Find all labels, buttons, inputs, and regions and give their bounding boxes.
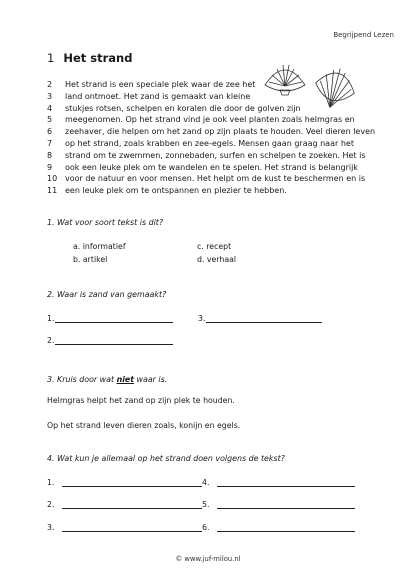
question-2: 2. Waar is zand van gemaakt? [47,290,167,299]
statement-1[interactable]: Helmgras helpt het zand op zijn plek te houden. [47,396,235,405]
answer-line-2[interactable]: 2. [47,335,173,345]
text-line: 2 Het strand is een speciale plek waar de zee het [47,80,256,89]
statement-2[interactable]: Op het strand leven dieren zoals, konijn en egels. [47,421,241,430]
option-d[interactable]: d. verhaal [197,255,237,264]
answer-line-3[interactable]: 3. [198,313,322,323]
reading-text [47,79,375,197]
question-1: 1. Wat voor soort tekst is dit? [47,218,164,227]
text-line: 7 op het strand, zoals krabben en zee-egels. Mensen gaan graag naar het [47,138,354,148]
answer-line-2[interactable]: 2. [47,499,202,509]
page-header: Begrijpend Lezen [333,31,394,39]
text-line: 5 meegenomen. Op het strand vind je ook veel planten zoals helmgras en [47,115,355,125]
emphasis-niet: niet [116,375,135,384]
option-c[interactable]: c. recept [197,242,232,251]
text-line: 6 zeehaver, die helpen om het zand op zijn plaats te houden. Veel dieren leven [47,127,376,137]
answer-line-1[interactable]: 1. [47,313,173,323]
title-number: 1 [47,51,55,65]
page-footer: © www.juf-milou.nl [175,555,241,563]
answer-line-4[interactable]: 4. [202,477,355,487]
text-line: 10 voor de natuur en voor mensen. Het helpt om de kust te beschermen en is [47,174,366,184]
question-4: 4. Wat kun je allemaal op het strand doen volgens de tekst? [47,454,285,463]
page-title [47,51,132,65]
text-line: 3 land ontmoet. Het zand is gemaakt van kleine [47,91,251,101]
answer-line-5[interactable]: 5. [202,499,355,509]
title-text: Het strand [63,51,133,65]
answer-line-1[interactable]: 1. [47,477,202,487]
text-line: 9 ook een leuke plek om te wandelen en te spelen. Het strand is belangrijk [47,162,358,172]
option-b[interactable]: b. artikel [73,255,108,264]
option-a[interactable]: a. informatief [73,242,126,251]
answer-line-6[interactable]: 6. [202,522,355,532]
text-line: 11 een leuke plek om te ontspannen en plezier te hebben. [47,186,287,196]
question-3: 3. Kruis door wat niet waar is. [47,375,168,384]
answer-line-3[interactable]: 3. [47,522,202,532]
text-line: 8 strand om te zwemmen, zonnebaden, surfen en schelpen te zoeken. Het is [47,150,366,160]
text-line: 4 stukjes rotsen, schelpen en koralen die door de golven zijn [47,103,301,113]
